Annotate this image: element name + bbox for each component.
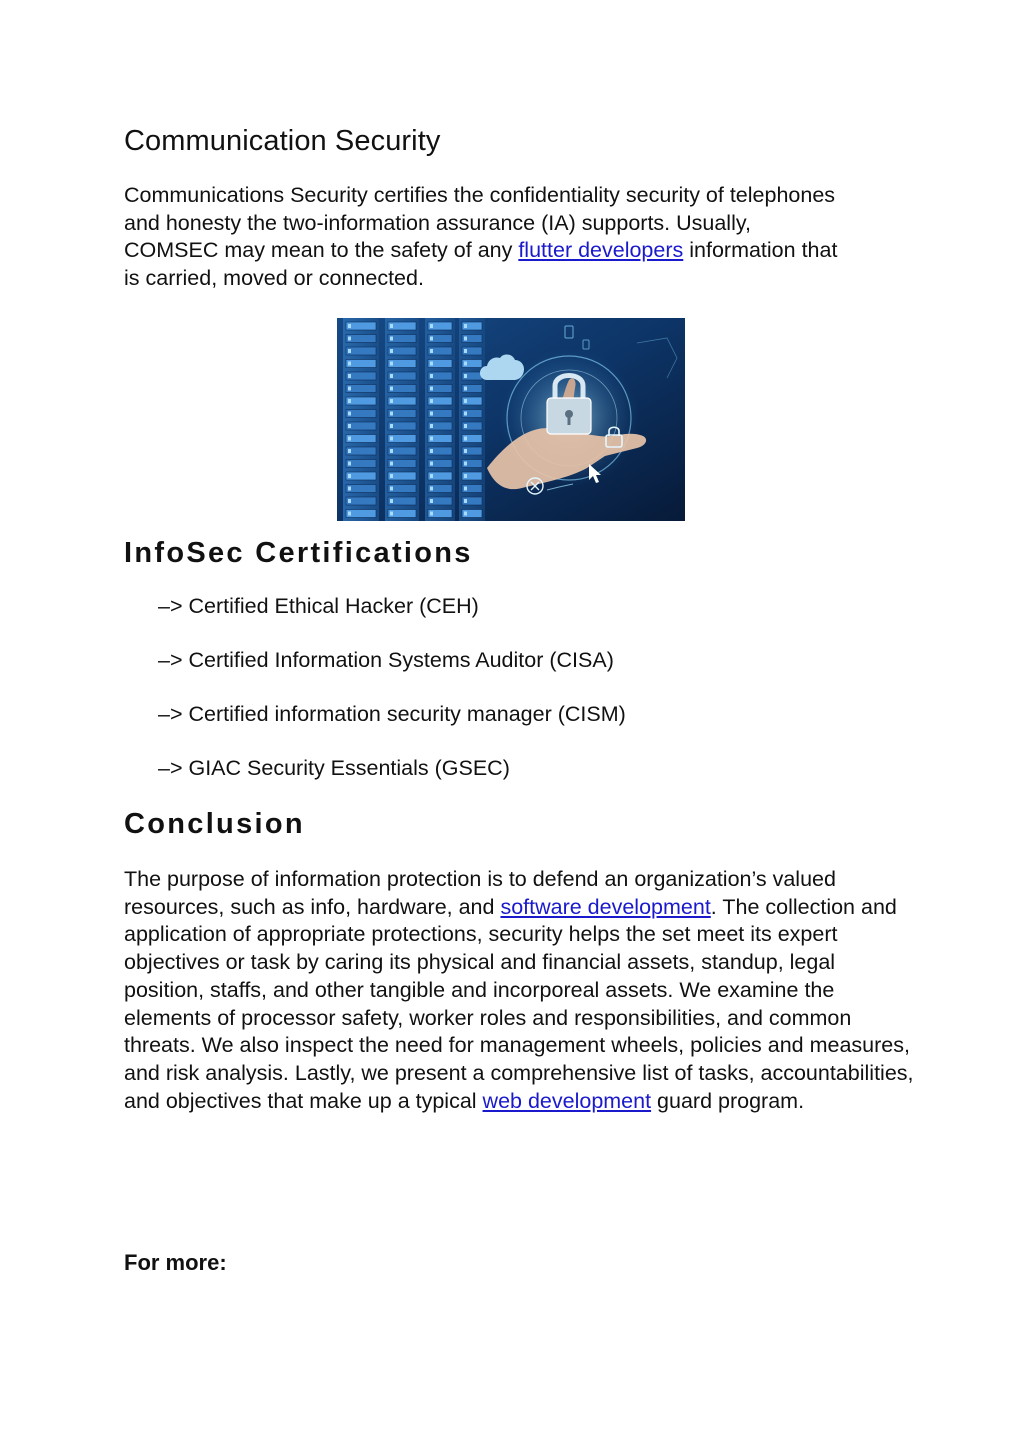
flutter-developers-link[interactable]: flutter developers — [518, 238, 684, 263]
certification-list — [158, 593, 626, 809]
list-item: –> Certified information security manager (CISM) — [158, 702, 626, 726]
web-development-link[interactable]: web development — [482, 1088, 652, 1113]
communication-security-paragraph — [124, 182, 844, 293]
paragraph-text: information that is carried, moved or connected. — [124, 238, 838, 291]
paragraph-text: . The collection and application of appropriate protections, security helps the set meet its expert objectives or task by caring its physical and financial assets, standup, legal position, staffs, and other tangible and incorporeal assets. We examine the elements of processor safety, worker roles and responsibilities, and common threats. We also inspect the need for management wheels, policies and measures, and risk analysis. Lastly, we present a comprehensive list of tasks, accountabilities, and objectives that make up a typical — [124, 894, 914, 1113]
for-more-label: For more: — [124, 1250, 227, 1275]
section-title-infosec-certifications: InfoSec Certifications — [124, 537, 473, 569]
software-development-link[interactable]: software development — [500, 894, 711, 919]
section-title-conclusion: Conclusion — [124, 808, 305, 840]
list-item: –> GIAC Security Essentials (GSEC) — [158, 756, 510, 780]
conclusion-paragraph — [124, 866, 914, 1115]
paragraph-text: guard program. — [651, 1088, 805, 1113]
section-title-communication-security: Communication Security — [124, 125, 441, 157]
paragraph-text: Communications Security certifies the confidentiality security of telephones and honesty the two-information assurance (IA) supports. Usually, COMSEC may mean to the safety of any — [124, 183, 836, 263]
security-illustration — [337, 318, 685, 521]
list-item: –> Certified Ethical Hacker (CEH) — [158, 594, 479, 618]
list-item: –> Certified Information Systems Auditor (CISA) — [158, 648, 614, 672]
paragraph-text: The purpose of information protection is to defend an organization’s valued resources, such as info, hardware, and — [124, 867, 836, 919]
security-hero-image — [337, 318, 685, 521]
server-rack-icon — [343, 318, 485, 521]
